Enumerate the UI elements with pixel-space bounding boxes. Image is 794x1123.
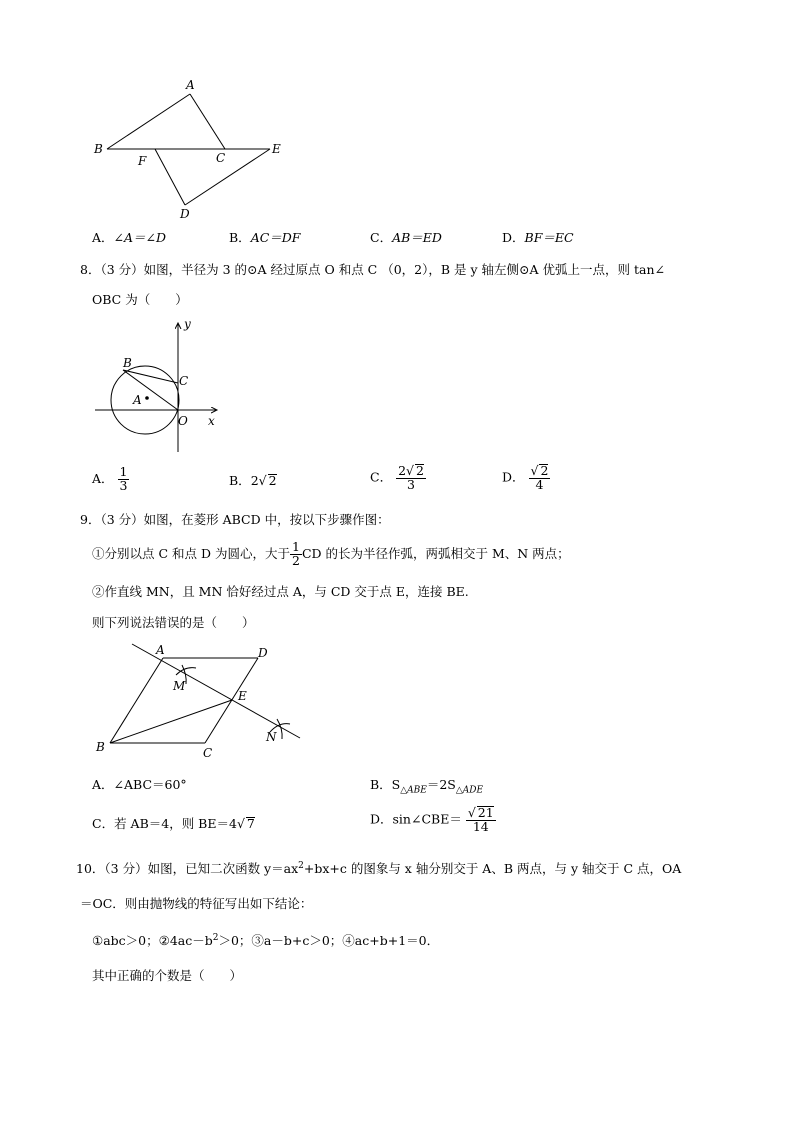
fraction-1-2: $\frac{1}{2}$: [291, 539, 300, 568]
q10-question: 其中正确的个数是（ ）: [92, 968, 243, 983]
q8-option-a: A． $\frac{1}{3}$: [92, 464, 128, 493]
q9-option-b: B．$S_{\triangle ABE}=2S_{\triangle ADE}$: [370, 777, 484, 796]
segment-DE: [185, 149, 270, 205]
segment-FD: [155, 149, 185, 205]
q10-stem-line2: ＝OC．则由抛物线的特征写出如下结论：: [80, 896, 313, 911]
label-M: M: [173, 679, 186, 693]
label-F: F: [138, 154, 147, 168]
label-A: A: [186, 78, 195, 92]
fraction-2sqrt2-3: $\frac{2√ 2}{3}$: [398, 463, 424, 492]
q8-option-b: B．2√ 2: [229, 473, 277, 488]
label-y: y: [184, 317, 191, 331]
label-B: B: [94, 142, 103, 156]
q9-option-d: D．sin∠CBE＝ $\frac{√ 21}{14}$: [370, 805, 494, 834]
label-C: C: [179, 374, 189, 388]
label-O: O: [178, 414, 188, 428]
q8-stem-line1: 8．（3 分）如图，半径为 3 的⊙A 经过原点 O 和点 C （0，2），B 是 y 轴左侧⊙A 优弧上一点，则 tan∠: [80, 262, 665, 277]
circle-A: [111, 366, 179, 434]
fraction-sqrt21-14: $\frac{√ 21}{14}$: [467, 805, 494, 834]
label-B: B: [123, 356, 132, 370]
label-E: E: [272, 142, 281, 156]
segment-BE: [110, 700, 232, 743]
label-N: N: [266, 730, 277, 744]
label-D: D: [180, 207, 190, 221]
q8-stem-line2: OBC 为（ ）: [92, 292, 188, 307]
fraction-sqrt2-4: $\frac{√ 2}{4}$: [530, 463, 549, 492]
q8-option-c: C． $\frac{2√ 2}{3}$: [370, 463, 424, 492]
q9-step2: ②作直线 MN，且 MN 恰好经过点 A，与 CD 交于点 E，连接 BE.: [92, 584, 469, 599]
label-B: B: [96, 740, 105, 754]
label-C: C: [203, 746, 213, 760]
fraction-1-3: $\frac{1}{3}$: [119, 464, 128, 493]
label-x: x: [208, 414, 215, 428]
q9-stem-line1: 9．（3 分）如图，在菱形 ABCD 中，按以下步骤作图：: [80, 512, 390, 527]
label-E: E: [238, 689, 247, 703]
segment-AB: [110, 658, 163, 743]
label-A: A: [133, 393, 142, 407]
q9-figure: [90, 640, 310, 760]
segment-BA: [107, 94, 190, 149]
q10-conclusions: ①abc＞0；$②4ac-b^2>0$；③a－b+c＞0；④ac+b+1＝0．: [92, 933, 440, 949]
q10-stem-line1: 10．（3 分）如图，已知二次函数 $y=ax^2+bx+c$ 的图象与 x 轴分别交于 A、B 两点，与 y 轴交于 C 点，OA: [76, 861, 682, 877]
label-C: C: [216, 151, 226, 165]
q9-step1: ①分别以点 C 和点 D 为圆心，大于 $\frac{1}{2}$ CD 的长为半径作弧，两弧相交于 M、N 两点；: [92, 539, 570, 568]
q7-option-d: D．BF＝EC: [502, 230, 574, 245]
arc-N2: [277, 719, 282, 739]
segment-AC: [190, 94, 225, 149]
q7-option-b: B．AC＝DF: [229, 230, 301, 245]
q8-figure: [90, 315, 230, 455]
center-point-A: [145, 396, 149, 400]
q9-option-a: A．∠ABC＝60°: [92, 777, 187, 792]
q8-option-d: D． $\frac{√ 2}{4}$: [502, 463, 549, 492]
q9-option-c: C．若 AB＝4，则 BE＝4√ 7: [92, 816, 255, 831]
q7-figure: [85, 75, 305, 225]
label-A: A: [156, 643, 165, 657]
q7-option-a: A．∠A＝∠D: [92, 230, 167, 245]
q9-question: 则下列说法错误的是（ ）: [92, 615, 255, 630]
label-D: D: [258, 646, 268, 660]
q7-option-c: C．AB＝ED: [370, 230, 442, 245]
